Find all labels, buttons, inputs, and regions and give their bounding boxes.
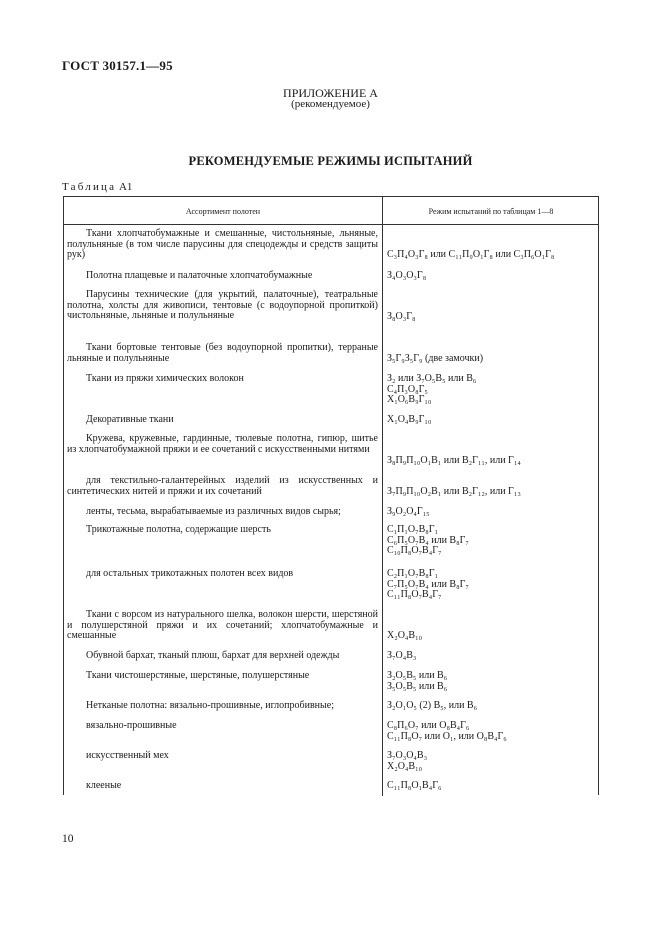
table-row-modes: З₇О₄В₃ [387, 650, 417, 661]
table-row-assortment: Кружева, кружевные, гардинные, тюлевые полотна, гипюр, шитье из хлопчатобумажной пряжи и ее сочетаний с искусственными нитями [67, 433, 378, 455]
table-row-modes: З₇П₉П₁₀О₂В₁ или В₂Г₁₂, или Г₁₃ [387, 486, 521, 497]
table-caption-number: А1 [118, 181, 133, 193]
table-row-modes: С₂П₁О₇В₈Г₁ С₇П₅О₇В₄ или В₈Г₇ С₁₁П₈О₇В₄Г₇ [387, 568, 469, 601]
table-row-modes: С₈П₆О₇ или О₈В₄Г₆ С₁₁П₈О₇ или О₁, или О₈В₄Г₆ [387, 720, 507, 742]
table-row-modes: З₄О₃О₃Г₈ [387, 270, 427, 281]
table-row-assortment: для остальных трикотажных полотен всех видов [86, 568, 294, 579]
table-row-assortment: Обувной бархат, тканый плюш, бархат для верхней одежды [86, 650, 340, 661]
table-row-assortment: Ткани чистошерстяные, шерстяные, полушерстяные [86, 670, 310, 681]
appendix-note: (рекомендуемое) [291, 98, 370, 110]
table-row-modes: З₂О₅В₅ или В₆ З₅О₅В₅ или В₆ [387, 670, 448, 692]
table-row-assortment: Ткани с ворсом из натурального шелка, волокон шерсти, шерстяной и полушерстяной пряжи и их сочетаний; хлопчатобумажные и смешанные [67, 609, 378, 642]
table-row-modes: З₈П₉П₁₀О₁В₁ или В₂Г₁₁, или Г₁₄ [387, 455, 521, 466]
appendix-title: ПРИЛОЖЕНИЕ А [283, 86, 378, 100]
header-modes: Режим испытаний по таблицам 1—8 [428, 207, 554, 216]
table-row-modes: З₅Г₉З₅Г₉ (две замочки) [387, 353, 484, 364]
standard-number: ГОСТ 30157.1—95 [62, 58, 173, 73]
table-row-assortment: ленты, тесьма, вырабатываемые из различных видов сырья; [86, 506, 341, 517]
table-row-assortment: искусственный мех [86, 750, 169, 761]
table-row-modes: С₁₁П₈О₁В₄Г₆ [387, 780, 442, 791]
table-row-modes: З₂О₁О₅ (2) В₅, или В₆ [387, 700, 478, 711]
table-row-assortment: Трикотажные полотна, содержащие шерсть [86, 524, 271, 535]
table-row-assortment: для текстильно-галантерейных изделий из искусственных и синтетических нитей и пряжи и их сочетаний [67, 475, 378, 497]
table-row-modes: З₈О₃Г₈ [387, 311, 416, 322]
column-divider [382, 197, 383, 796]
table-row-assortment: Парусины технические (для укрытий, палаточные), театральные полотна, холсты для живописи, тентовые (с водоупорной пропиткой) чистольняные, льняные и полульняные [67, 289, 378, 322]
page-number: 10 [62, 833, 74, 845]
table-row-modes: С₁П₁О₇В₈Г₁ С₆П₅О₇В₄ или В₈Г₇ С₁₀П₈О₇В₄Г₇ [387, 524, 469, 557]
table-header [64, 197, 598, 225]
table-caption [62, 181, 132, 193]
table-row-assortment: Декоративные ткани [86, 414, 174, 425]
table-row-modes: З₉О₂О₄Г₁₅ [387, 506, 430, 517]
table-row-assortment: Ткани из пряжи химических волокон [86, 373, 244, 384]
section-heading: РЕКОМЕНДУЕМЫЕ РЕЖИМЫ ИСПЫТАНИЙ [188, 154, 473, 168]
table-row-assortment: Нетканые полотна: вязально-прошивные, иглопробивные; [86, 700, 334, 711]
table-row-assortment: Полотна плащевые и палаточные хлопчатобумажные [86, 270, 313, 281]
table-row-modes: Х₂О₄В₁₀ [387, 630, 423, 641]
header-assortment: Ассортимент полотен [185, 207, 261, 216]
table-row-assortment: вязально-прошивные [86, 720, 177, 731]
table-row-assortment: Ткани бортовые тентовые (без водоупорной пропитки), терраные льняные и полульняные [67, 342, 378, 364]
table-row-modes: С₃П₄О₃Г₈ или С₁₁П₉О₁Г₈ или С₃П₆О₁Г₈ [387, 249, 555, 260]
table-row-modes: Х₁О₄В₉Г₁₀ [387, 414, 432, 425]
table-row-modes: З₇О₃О₄В₃ Х₂О₄В₁₀ [387, 750, 428, 772]
table-row-assortment: клееные [86, 780, 122, 791]
table-caption-word: Таблица [62, 181, 117, 193]
modes-table [63, 196, 599, 795]
table-row-assortment: Ткани хлопчатобумажные и смешанные, чистольняные, льняные, полульняные (в том числе парусины для спецодежды и средств защиты рук) [67, 228, 378, 261]
table-row-modes: З₂ или З₇О₅В₅ или В₆ С₄П₃О₈Г₅ Х₁О₆В₉Г₁₀ [387, 373, 477, 406]
